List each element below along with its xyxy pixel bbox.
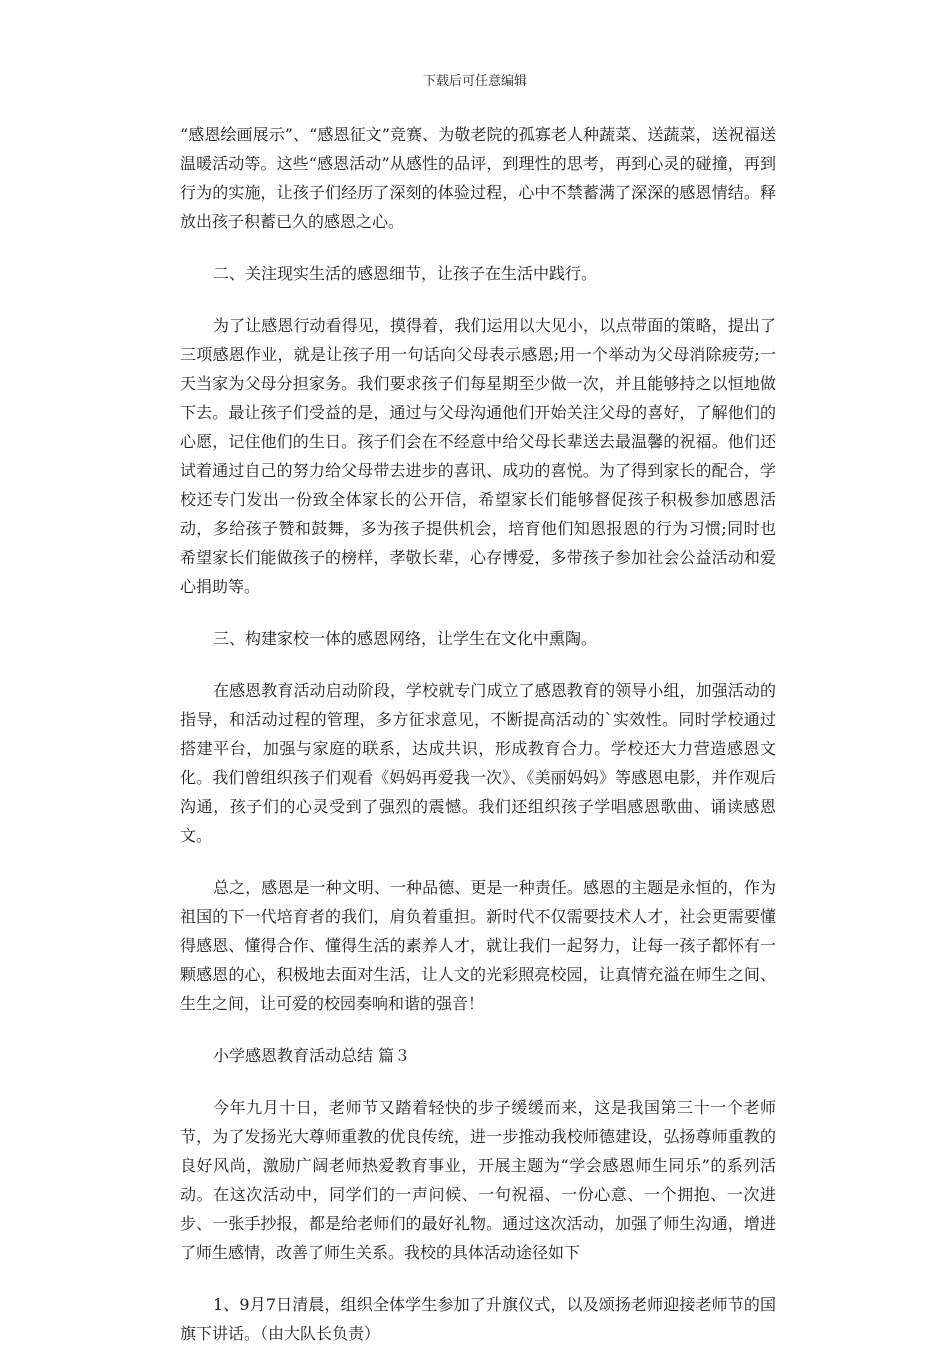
paragraph: 为了让感恩行动看得见，摸得着，我们运用以大见小，以点带面的策略，提出了三项感恩作业，就是让孩子用一句话向父母表示感恩;用一个举动为父母消除疲劳;一天当家为父母分担家务。我们要求孩子们每星期至少做一次，并且能够持之以恒地做下去。最让孩子们受益的是，通过与父母沟通他们开始关注父母的喜好，了解他们的心愿，记住他们的生日。孩子们会在不经意中给父母长辈送去最温馨的祝福。他们还试着通过自己的努力给父母带去进步的喜讯、成功的喜悦。为了得到家长的配合，学校还专门发出一份致全体家长的公开信，希望家长们能够督促孩子积极参加感恩活动，多给孩子赞和鼓舞，多为孩子提供机会，培育他们知恩报恩的行为习惯;同时也希望家长们能做孩子的榜样，孝敬长辈，心存博爱，多带孩子参加社会公益活动和爱心捐助等。	[180, 316, 776, 596]
section-heading-3: 三、构建家校一体的感恩网络，让学生在文化中熏陶。	[213, 629, 598, 648]
section-heading-2: 二、关注现实生活的感恩细节，让孩子在生活中践行。	[213, 264, 598, 283]
document-body	[180, 120, 776, 1371]
paragraph-conclusion: 总之，感恩是一种文明、一种品德、更是一种责任。感恩的主题是永恒的，作为祖国的下一代培育者的我们，肩负着重担。新时代不仅需要技术人才，社会更需要懂得感恩、懂得合作、懂得生活的素养人才，就让我们一起努力，让每一孩子都怀有一颗感恩的心，积极地去面对生活，让人文的光彩照亮校园，让真情充溢在师生之间、生生之间，让可爱的校园奏响和谐的强音！	[180, 878, 776, 1013]
paragraph: 今年九月十日，老师节又踏着轻快的步子缓缓而来，这是我国第三十一个老师节，为了发扬光大尊师重教的优良传统，进一步推动我校师德建设，弘扬尊师重教的良好风尚，激励广阔老师热爱教育事业，开展主题为“学会感恩师生同乐”的系列活动。在这次活动中，同学们的一声问候、一句祝福、一份心意、一个拥抱、一次进步、一张手抄报，都是给老师们的最好礼物。通过这次活动，加强了师生沟通，增进了师生感情，改善了师生关系。我校的具体活动途径如下	[180, 1098, 776, 1262]
paragraph: 在感恩教育活动启动阶段，学校就专门成立了感恩教育的领导小组，加强活动的指导，和活动过程的管理，多方征求意见，不断提高活动的`实效性。同时学校通过搭建平台，加强与家庭的联系，达成共识，形成教育合力。学校还大力营造感恩文化。我们曾组织孩子们观看《妈妈再爱我一次》、《美丽妈妈》等感恩电影，并作观后沟通，孩子们的心灵受到了强烈的震憾。我们还组织孩子学唱感恩歌曲、诵读感恩文。	[180, 681, 776, 845]
paragraph-continuation: “感恩绘画展示”、“感恩征文”竞赛、为敬老院的孤寡老人种蔬菜、送蔬菜，送祝福送温暖活动等。这些“感恩活动”从感性的品评，到理性的思考，再到心灵的碰撞，再到行为的实施，让孩子们经历了深刻的体验过程，心中不禁蓄满了深深的感恩情结。释放出孩子积蓄已久的感恩之心。	[180, 125, 776, 231]
list-item: 1、9月7日清晨，组织全体学生参加了升旗仪式，以及颂扬老师迎接老师节的国旗下讲话。（由大队长负责）	[180, 1295, 776, 1343]
page-header-note: 下载后可任意编辑	[422, 74, 527, 89]
article-title: 小学感恩教育活动总结 篇３	[213, 1046, 411, 1065]
